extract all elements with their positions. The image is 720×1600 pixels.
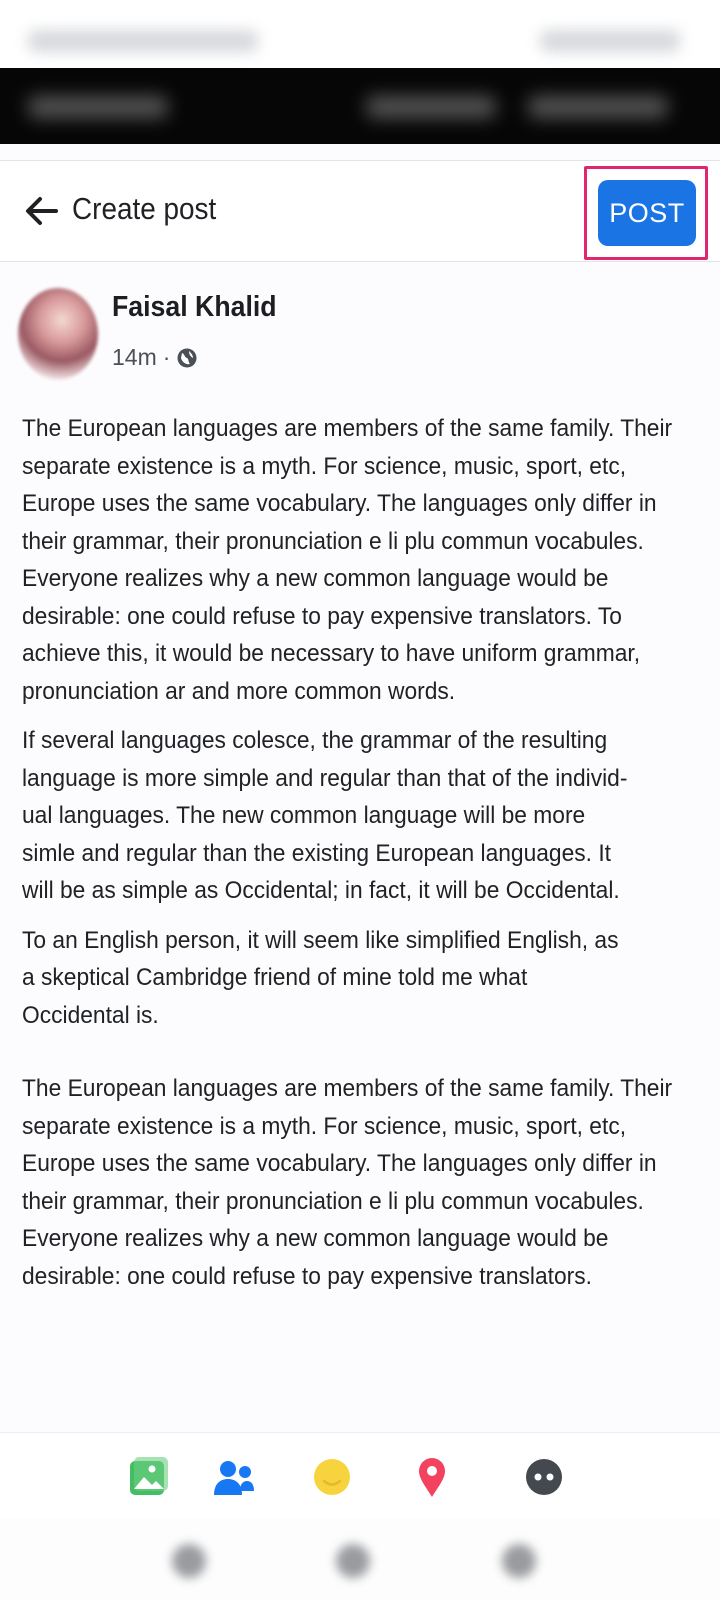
nav-recents-button[interactable]	[172, 1544, 206, 1578]
nav-home-button[interactable]	[336, 1544, 370, 1578]
status-bar	[0, 0, 720, 68]
post-button[interactable]: POST	[598, 180, 696, 246]
more-icon[interactable]	[522, 1455, 566, 1499]
photo-icon[interactable]	[126, 1455, 170, 1499]
avatar[interactable]	[18, 288, 98, 380]
banner-middle-blur	[366, 96, 496, 118]
author-name: Faisal Khalid	[112, 291, 277, 323]
location-icon[interactable]	[410, 1455, 454, 1499]
status-right-blur	[540, 30, 680, 52]
tag-people-icon[interactable]	[212, 1455, 256, 1499]
post-meta	[112, 344, 198, 371]
system-nav-bar	[0, 1518, 720, 1600]
banner-right-blur	[528, 96, 668, 118]
post-actions-bar	[0, 1432, 720, 1518]
top-banner	[0, 68, 720, 144]
post-paragraph: To an English person, it will seem like simplified English, as a skeptical Cambridge friend of mine told me what Occidental is.	[22, 926, 619, 1029]
globe-icon[interactable]	[176, 347, 198, 369]
post-paragraph: If several languages colesce, the grammar of the resulting language is more simple and regular than that of the individ-ual languages. The new common language will be more simle and regular than the existing European languages. It will be as simple as Occidental; in fact, it will be Occidental.	[22, 727, 628, 904]
feeling-icon[interactable]	[310, 1455, 354, 1499]
page-title: Create post	[72, 191, 217, 226]
post-paragraph: The European languages are members of the same family. Their separate existence is a myth. For science, music, sport, etc, Europe uses the same vocabulary. The languages only differ in their grammar, their pronunciation e li plu commun vocabules. Everyone realizes why a new common language would be desirable: one could refuse to pay expensive translators.	[22, 1075, 673, 1290]
banner-left-blur	[28, 96, 168, 118]
back-arrow-icon[interactable]	[22, 192, 60, 230]
post-time: 14m	[112, 344, 157, 370]
nav-back-button[interactable]	[502, 1544, 536, 1578]
post-text[interactable]	[22, 410, 701, 1295]
status-left-blur	[28, 30, 258, 52]
meta-separator: ·	[162, 344, 171, 370]
post-paragraph: The European languages are members of the same family. Their separate existence is a myth. For science, music, sport, etc, Europe uses the same vocabulary. The languages only differ in their grammar, their pronunciation e li plu commun vocabules. Everyone realizes why a new common language would be desirable: one could refuse to pay expensive translators. To achieve this, it would be necessary to have uniform grammar, pronunciation ar and more common words.	[22, 415, 673, 705]
